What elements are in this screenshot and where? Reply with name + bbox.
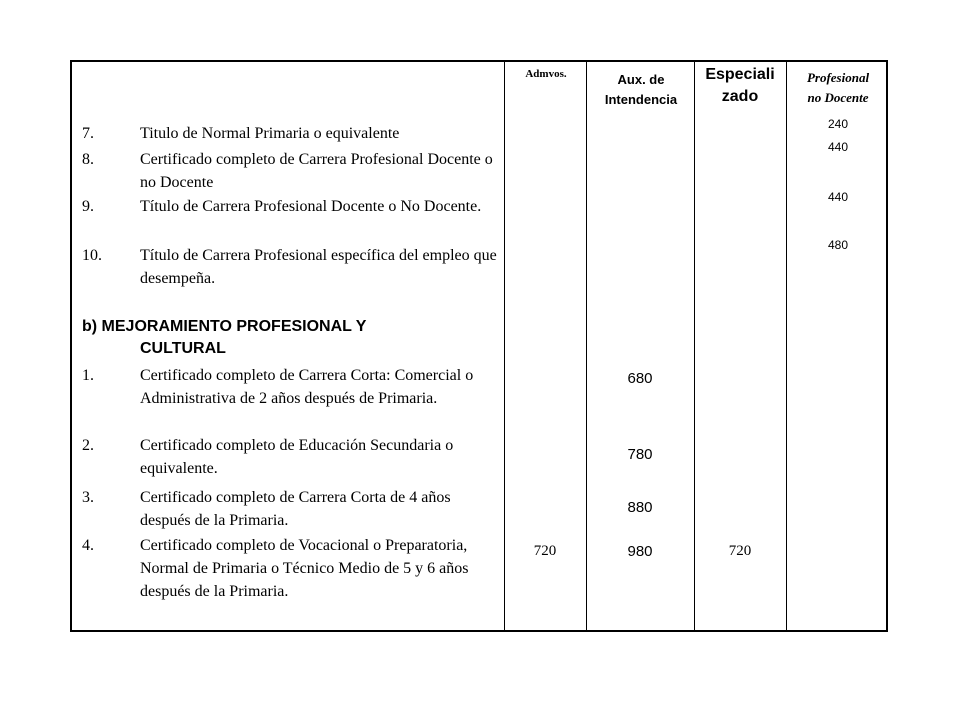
header-admvos: Admvos. bbox=[525, 68, 567, 80]
header-aux-line1: Aux. de bbox=[617, 72, 665, 87]
header-prof-line1: Profesional bbox=[806, 70, 870, 85]
especializado-value: 720 bbox=[728, 543, 752, 559]
list-item bbox=[82, 364, 502, 410]
list-item bbox=[82, 244, 502, 290]
item-number: 3. bbox=[82, 489, 94, 506]
item-number: 8. bbox=[82, 151, 94, 168]
points-table bbox=[70, 60, 888, 632]
item-text: Título de Carrera Profesional Docente o No Docente. bbox=[140, 198, 482, 215]
header-aux-line2: Intendencia bbox=[604, 92, 678, 107]
item-text: Certificado completo de Carrera Corta: Comercial o Administrativa de 2 años después de Primaria. bbox=[140, 367, 474, 407]
header-esp-line1: Especiali bbox=[705, 66, 775, 83]
item-number: 9. bbox=[82, 198, 94, 215]
item-text: Certificado completo de Vocacional o Preparatoria, Normal de Primaria o Técnico Medio de 5 y 6 años después de la Primaria. bbox=[140, 537, 469, 600]
admvos-value: 720 bbox=[533, 543, 557, 559]
header-esp-line2: zado bbox=[721, 88, 759, 105]
list-item bbox=[82, 122, 502, 145]
item-number: 7. bbox=[82, 125, 94, 142]
list-item bbox=[82, 434, 502, 480]
item-number: 4. bbox=[82, 537, 94, 554]
list-item bbox=[82, 486, 502, 532]
aux-value: 880 bbox=[627, 499, 653, 516]
section-heading bbox=[82, 316, 502, 360]
aux-value: 980 bbox=[627, 543, 653, 560]
item-text: Certificado completo de Educación Secundaria o equivalente. bbox=[140, 437, 454, 477]
list-item bbox=[82, 534, 502, 603]
header-especializado bbox=[694, 64, 786, 108]
list-item bbox=[82, 148, 502, 194]
header-aux-intendencia bbox=[586, 70, 696, 110]
section-heading-line1: b) MEJORAMIENTO PROFESIONAL Y bbox=[82, 318, 367, 335]
profesional-value: 440 bbox=[827, 140, 849, 154]
item-text: Certificado completo de Carrera Corta de 4 años después de la Primaria. bbox=[140, 489, 451, 529]
header-prof-line2: no Docente bbox=[807, 90, 869, 105]
aux-value: 680 bbox=[627, 370, 653, 387]
profesional-value: 480 bbox=[827, 238, 849, 252]
profesional-value: 240 bbox=[827, 117, 849, 131]
item-number: 10. bbox=[82, 247, 102, 264]
header-profesional-no-docente bbox=[786, 68, 890, 108]
aux-value: 780 bbox=[627, 446, 653, 463]
profesional-value: 440 bbox=[827, 190, 849, 204]
item-text: Titulo de Normal Primaria o equivalente bbox=[140, 125, 400, 142]
section-heading-line2: CULTURAL bbox=[140, 340, 226, 357]
item-text: Certificado completo de Carrera Profesional Docente o no Docente bbox=[140, 151, 493, 191]
item-number: 2. bbox=[82, 437, 94, 454]
item-text: Título de Carrera Profesional específica del empleo que desempeña. bbox=[140, 247, 497, 287]
item-number: 1. bbox=[82, 367, 94, 384]
list-item bbox=[82, 195, 502, 218]
